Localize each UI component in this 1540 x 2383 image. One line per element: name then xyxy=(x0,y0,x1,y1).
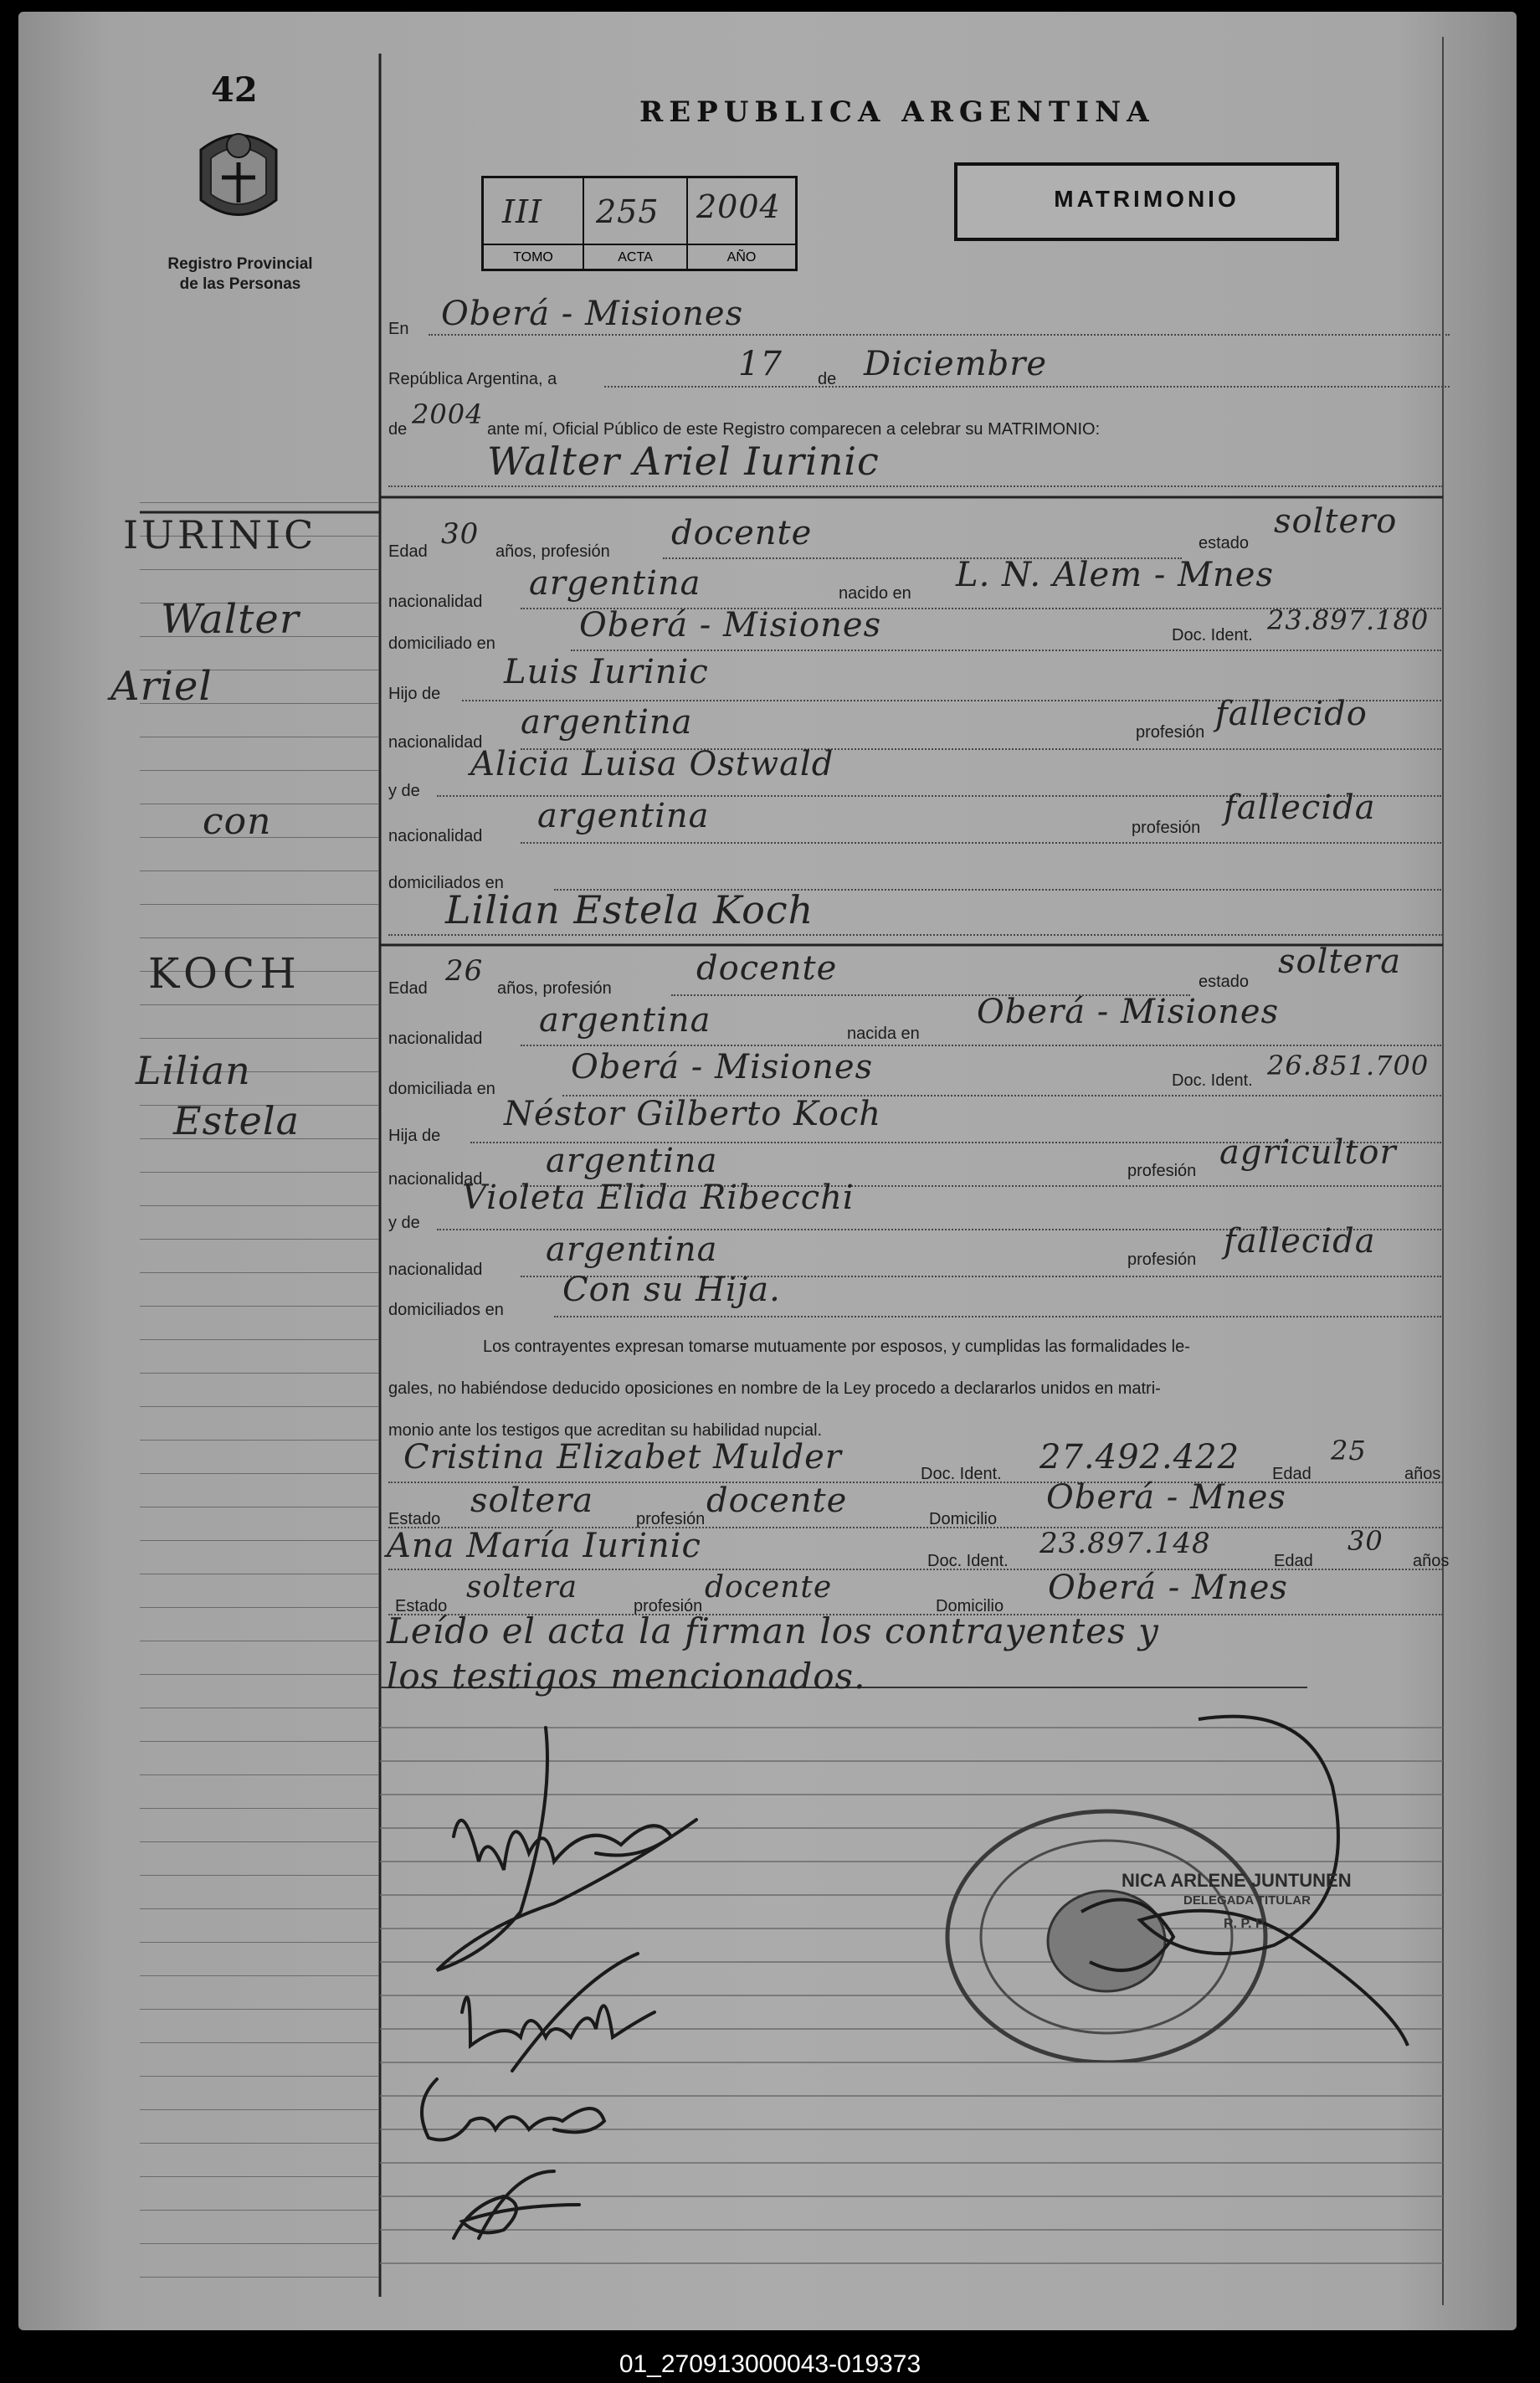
groom-edad-label: Edad xyxy=(388,542,428,561)
footer-bar xyxy=(0,2345,1540,2383)
witness-2-anos-label: años xyxy=(1413,1552,1450,1570)
groom-madre: Alicia Luisa Ostwald xyxy=(470,745,834,783)
witness-2-estado-label: Estado xyxy=(395,1597,448,1615)
bride-doc-label: Doc. Ident. xyxy=(1172,1071,1253,1090)
tomo-acta-ano-box xyxy=(481,176,798,271)
signature-witness-2 xyxy=(454,2171,579,2238)
witness-2-dom-label: Domicilio xyxy=(936,1597,1004,1615)
groom-doc-label: Doc. Ident. xyxy=(1172,626,1253,645)
bride-yde-label: y de xyxy=(388,1214,420,1232)
witness-2-profesion: docente xyxy=(705,1570,833,1605)
register-page xyxy=(18,12,1517,2330)
witness-1-prof-label: profesión xyxy=(636,1510,706,1528)
month-value: Diciembre xyxy=(864,345,1048,383)
bride-madre-nac-label: nacionalidad xyxy=(388,1261,483,1279)
groom-madre-prof-label: profesión xyxy=(1132,819,1201,837)
bride-edad-label: Edad xyxy=(388,979,428,998)
witness-1-estado: soltera xyxy=(470,1482,594,1520)
witness-1-name: Cristina Elizabet Mulder xyxy=(403,1438,842,1477)
witness-1-edad: 25 xyxy=(1331,1435,1367,1466)
signature-bride xyxy=(462,1954,654,2071)
page-number: 42 xyxy=(211,70,258,110)
witness-2-edad-label: Edad xyxy=(1274,1552,1313,1570)
margin-con: con xyxy=(203,800,272,843)
witness-1-anos-label: años xyxy=(1404,1465,1441,1483)
bride-madre: Violeta Elida Ribecchi xyxy=(462,1179,855,1217)
margin-groom-surname: IURINIC xyxy=(123,512,317,557)
ano-value: 2004 xyxy=(696,188,781,225)
bride-padres-dom: Con su Hija. xyxy=(562,1271,781,1309)
signature-groom xyxy=(437,1728,696,1970)
witness-2-edad: 30 xyxy=(1348,1525,1383,1557)
country-title: REPUBLICA ARGENTINA xyxy=(639,95,1155,129)
acta-value: 255 xyxy=(596,193,660,230)
groom-madre-prof: fallecida xyxy=(1224,788,1376,827)
groom-doc: 23.897.180 xyxy=(1267,604,1430,636)
witness-2-doc: 23.897.148 xyxy=(1040,1527,1211,1560)
closing-line-1: Leído el acta la firman los contrayentes y xyxy=(387,1610,1159,1651)
statement-text: ante mí, Oficial Público de este Registro comparecen a celebrar su MATRIMONIO: xyxy=(487,420,1101,439)
de2-label: de xyxy=(388,420,408,439)
document-type-box xyxy=(954,162,1339,241)
day-value: 17 xyxy=(738,345,783,383)
bride-madre-prof: fallecida xyxy=(1224,1222,1376,1261)
year-value: 2004 xyxy=(412,398,484,430)
groom-estado-label: estado xyxy=(1199,534,1250,552)
witness-1-doc: 27.492.422 xyxy=(1040,1438,1240,1477)
ano-cell xyxy=(688,178,795,269)
declaration-line-3: monio ante los testigos que acreditan su habilidad nupcial. xyxy=(388,1421,823,1440)
witness-1-domicilio: Oberá - Mnes xyxy=(1046,1478,1286,1517)
registry-line-1: Registro Provincial xyxy=(167,255,313,273)
acta-cell xyxy=(584,178,688,269)
declaration-line-1: Los contrayentes expresan tomarse mutuamente por esposos, y cumplidas las formalidades le- xyxy=(483,1338,1190,1356)
margin-bride-name-1: Lilian xyxy=(136,1048,251,1093)
bride-padre-prof: agricultor xyxy=(1219,1133,1397,1172)
bride-domicilio: Oberá - Misiones xyxy=(571,1048,874,1086)
stamp-officer-role: DELEGADA TITULAR xyxy=(1183,1893,1311,1908)
bride-padre-nac: argentina xyxy=(546,1142,718,1180)
bride-madre-prof-label: profesión xyxy=(1127,1251,1197,1269)
groom-domiciliado-label: domiciliado en xyxy=(388,634,495,653)
groom-domicilio: Oberá - Misiones xyxy=(579,606,882,645)
groom-padre: Luis Iurinic xyxy=(504,653,709,691)
groom-nacionalidad: argentina xyxy=(529,564,701,603)
witness-1-doc-label: Doc. Ident. xyxy=(921,1465,1002,1483)
bride-nacida-label: nacida en xyxy=(847,1025,920,1043)
witness-2-estado: soltera xyxy=(466,1570,578,1605)
republica-label: República Argentina, a xyxy=(388,370,557,388)
margin-groom-name-1: Walter xyxy=(161,596,300,643)
bride-padre-prof-label: profesión xyxy=(1127,1162,1197,1180)
groom-nacido-label: nacido en xyxy=(839,584,911,603)
ano-label: AÑO xyxy=(688,244,795,270)
groom-padre-nac: argentina xyxy=(521,703,693,742)
groom-padres-dom-label: domiciliados en xyxy=(388,874,504,892)
bride-nacionalidad: argentina xyxy=(539,1001,711,1040)
groom-padre-nac-label: nacionalidad xyxy=(388,733,483,752)
witness-2-doc-label: Doc. Ident. xyxy=(927,1552,1009,1570)
groom-edad: 30 xyxy=(441,517,480,551)
de-label: de xyxy=(818,370,837,388)
groom-full-name: Walter Ariel Iurinic xyxy=(487,439,880,484)
signature-witness-1 xyxy=(422,2079,604,2140)
bride-doc: 26.851.700 xyxy=(1267,1050,1430,1081)
coat-of-arms-icon xyxy=(192,121,285,229)
acta-label: ACTA xyxy=(584,244,686,270)
bride-anos-profesion-label: años, profesión xyxy=(497,979,612,998)
bride-domiciliada-label: domiciliada en xyxy=(388,1080,495,1098)
signatures xyxy=(387,1703,906,2272)
bride-nacionalidad-label: nacionalidad xyxy=(388,1030,483,1048)
witness-1-profesion: docente xyxy=(706,1482,848,1520)
groom-estado: soltero xyxy=(1274,502,1398,541)
stamp-officer-org: R. P. P. xyxy=(1224,1917,1266,1931)
groom-madre-nac: argentina xyxy=(537,797,710,835)
bride-edad: 26 xyxy=(445,954,484,988)
registry-name xyxy=(144,254,336,295)
bride-padre-nac-label: nacionalidad xyxy=(388,1170,483,1189)
margin-groom-name-2: Ariel xyxy=(110,663,213,710)
place-value: Oberá - Misiones xyxy=(441,295,744,333)
groom-anos-profesion-label: años, profesión xyxy=(495,542,610,561)
bride-madre-nac: argentina xyxy=(546,1230,718,1269)
document-type: MATRIMONIO xyxy=(1054,186,1240,212)
bride-hija-label: Hija de xyxy=(388,1127,441,1145)
margin-bride-name-2: Estela xyxy=(173,1098,300,1143)
bride-estado: soltera xyxy=(1278,942,1402,981)
witness-2-domicilio: Oberá - Mnes xyxy=(1048,1569,1288,1607)
witness-2-name: Ana María Iurinic xyxy=(387,1527,701,1565)
registry-line-2: de las Personas xyxy=(179,275,301,293)
witness-1-estado-label: Estado xyxy=(388,1510,441,1528)
bride-estado-label: estado xyxy=(1199,973,1250,991)
witness-2-prof-label: profesión xyxy=(634,1597,703,1615)
tomo-label: TOMO xyxy=(484,244,583,270)
tomo-value: III xyxy=(502,193,543,230)
groom-hijo-label: Hijo de xyxy=(388,685,441,703)
bride-nacida: Oberá - Misiones xyxy=(977,993,1280,1031)
closing-line-2: los testigos mencionados. xyxy=(387,1656,866,1697)
bride-profesion: docente xyxy=(696,949,838,988)
en-label: En xyxy=(388,320,409,338)
groom-yde-label: y de xyxy=(388,782,420,800)
footer-id: 01_270913000043-019373 xyxy=(619,2350,921,2378)
groom-profesion: docente xyxy=(671,514,813,552)
bride-padres-dom-label: domiciliados en xyxy=(388,1301,504,1319)
groom-padre-prof-label: profesión xyxy=(1136,723,1205,742)
bride-padre: Néstor Gilberto Koch xyxy=(504,1095,882,1133)
groom-padre-prof: fallecido xyxy=(1215,695,1368,733)
margin-bride-surname: KOCH xyxy=(148,949,301,998)
bride-full-name: Lilian Estela Koch xyxy=(445,887,814,932)
declaration-line-2: gales, no habiéndose deducido oposiciones en nombre de la Ley procedo a declararlos unidos en matri- xyxy=(388,1379,1161,1398)
tomo-cell xyxy=(484,178,584,269)
witness-1-dom-label: Domicilio xyxy=(929,1510,998,1528)
witness-1-edad-label: Edad xyxy=(1272,1465,1312,1483)
groom-nacionalidad-label: nacionalidad xyxy=(388,593,483,611)
groom-madre-nac-label: nacionalidad xyxy=(388,827,483,845)
groom-nacido: L. N. Alem - Mnes xyxy=(956,556,1275,594)
stamp-officer-name: NICA ARLENE JUNTUNEN xyxy=(1122,1870,1352,1891)
